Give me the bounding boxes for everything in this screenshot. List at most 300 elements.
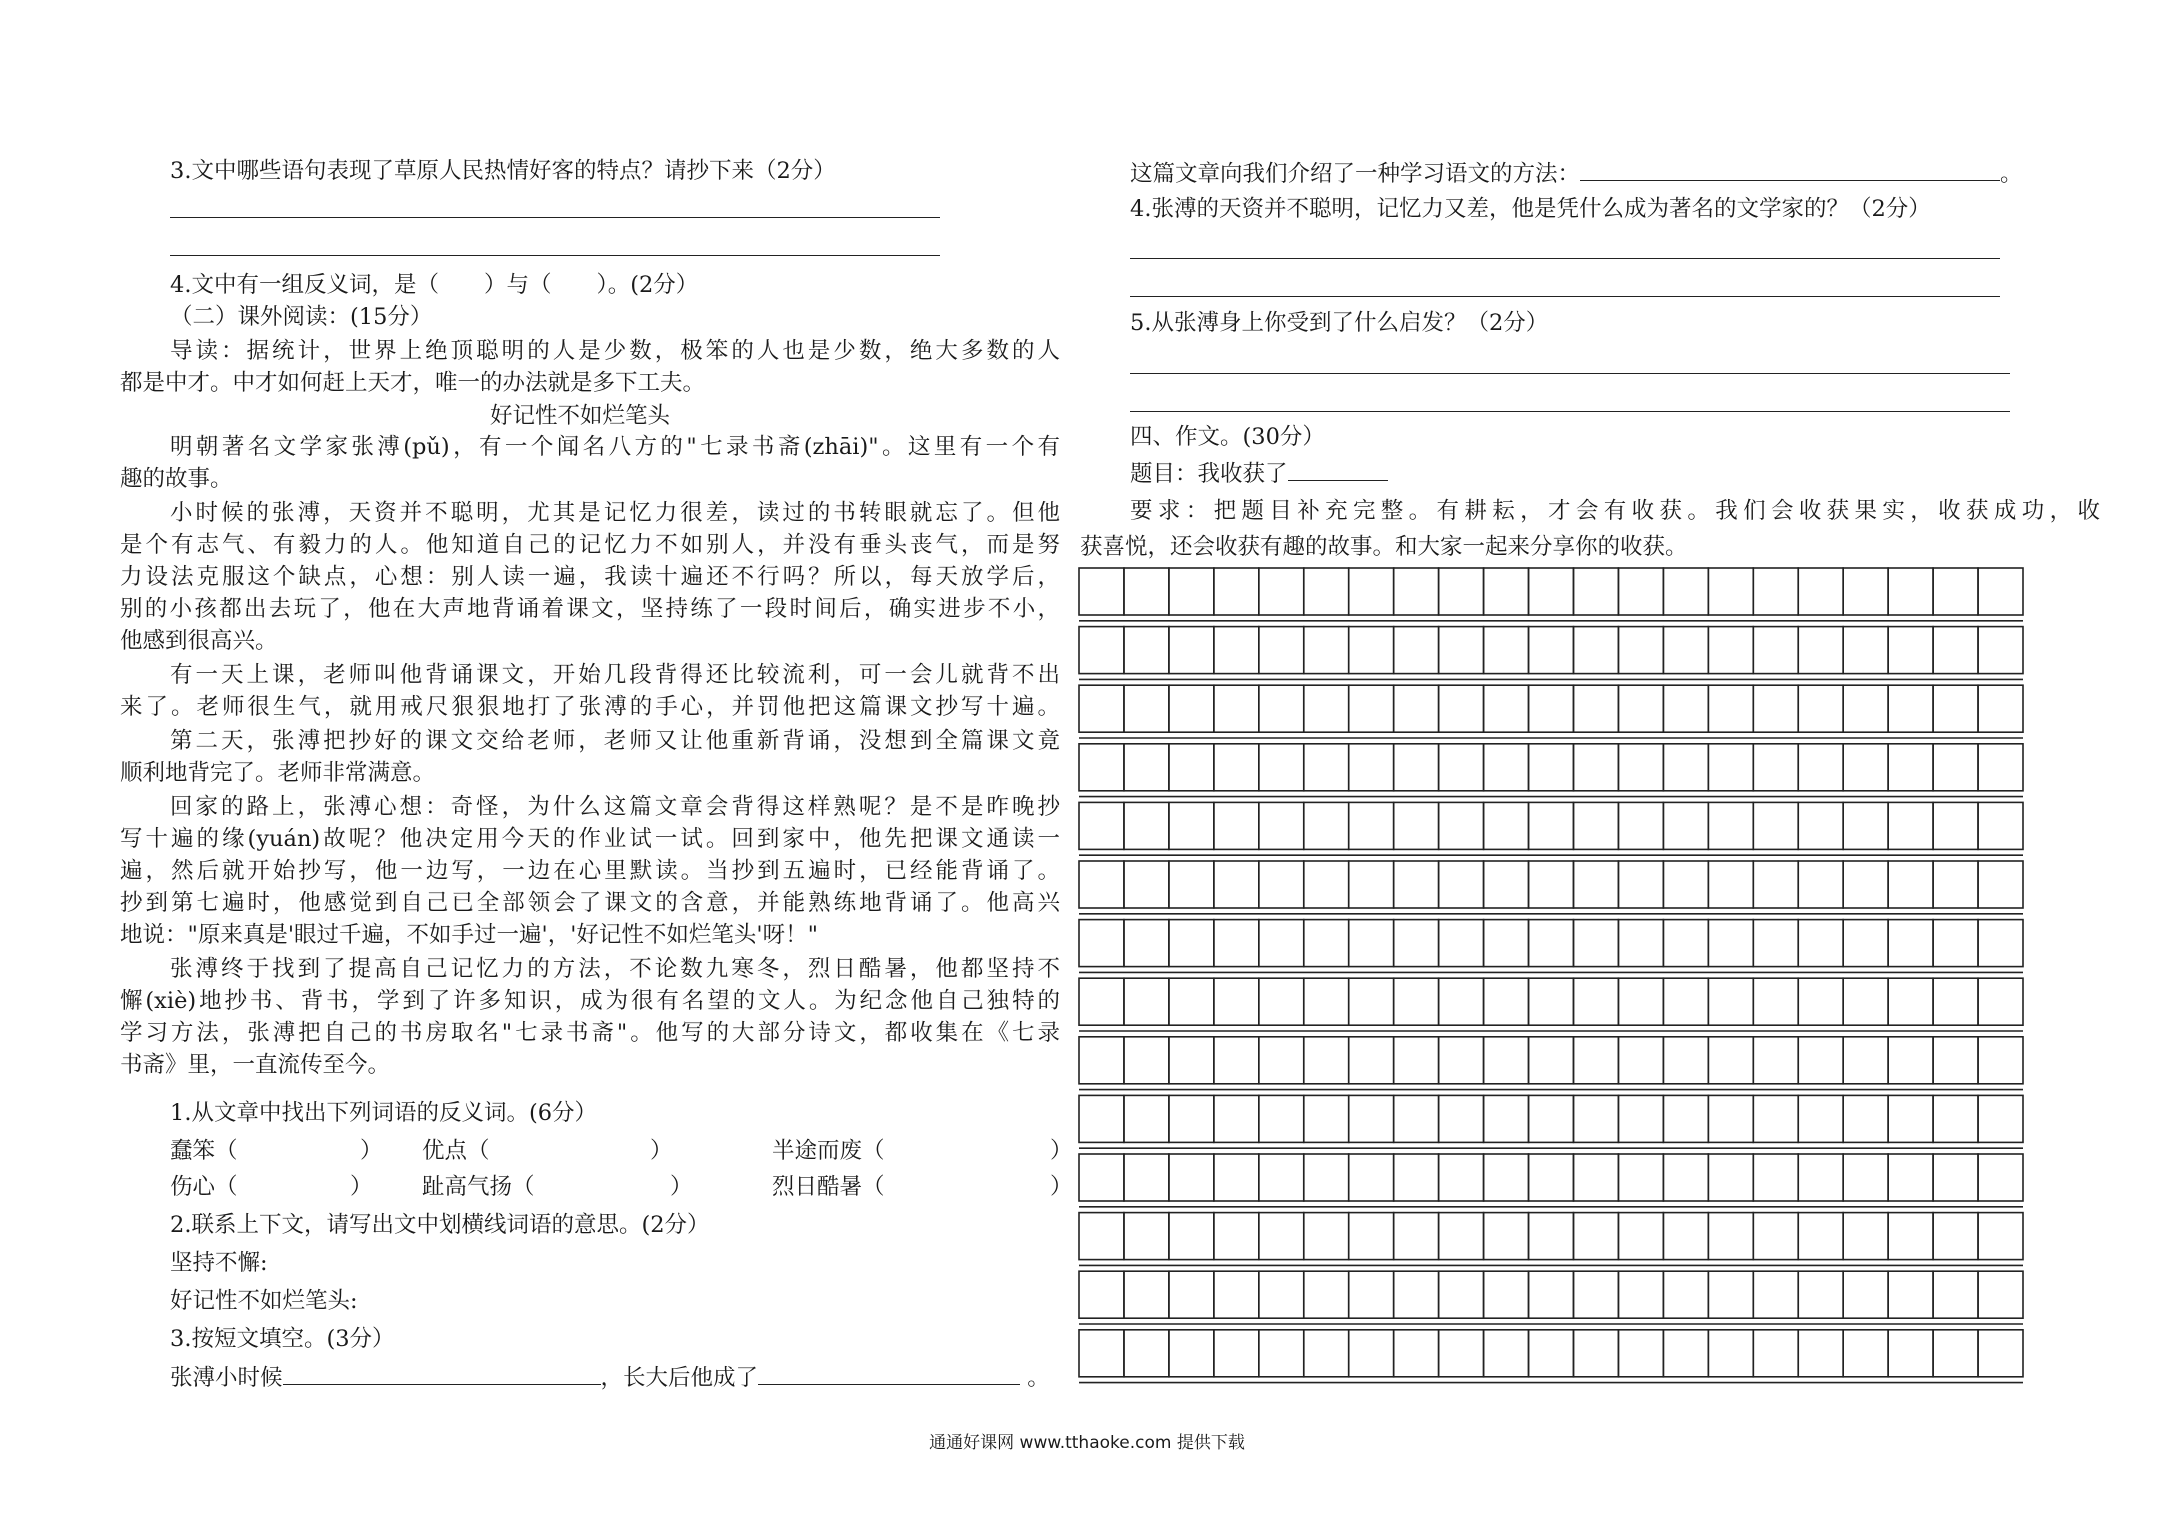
grid-cell[interactable]: [1933, 1330, 1978, 1377]
grid-cell[interactable]: [1169, 861, 1214, 908]
grid-cell[interactable]: [1888, 1095, 1933, 1142]
grid-cell[interactable]: [1753, 802, 1798, 849]
grid-cell[interactable]: [1663, 1095, 1708, 1142]
grid-cell[interactable]: [1214, 978, 1259, 1025]
grid-cell[interactable]: [1484, 1154, 1529, 1201]
grid-cell[interactable]: [1484, 1095, 1529, 1142]
grid-cell[interactable]: [1573, 1095, 1618, 1142]
grid-cell[interactable]: [1124, 1330, 1169, 1377]
q1-blank-close[interactable]: ）: [360, 1138, 383, 1164]
grid-cell[interactable]: [1888, 1271, 1933, 1318]
grid-cell[interactable]: [1933, 861, 1978, 908]
grid-cell[interactable]: [1214, 568, 1259, 615]
grid-cell[interactable]: [1529, 685, 1574, 732]
grid-cell[interactable]: [1888, 802, 1933, 849]
grid-cell[interactable]: [1214, 1213, 1259, 1260]
fill-blank[interactable]: [758, 1366, 1020, 1385]
grid-cell[interactable]: [1708, 685, 1753, 732]
grid-cell[interactable]: [1304, 861, 1349, 908]
grid-cell[interactable]: [1888, 627, 1933, 674]
grid-cell[interactable]: [1304, 1213, 1349, 1260]
grid-cell[interactable]: [1843, 1154, 1888, 1201]
grid-cell[interactable]: [1663, 978, 1708, 1025]
grid-cell[interactable]: [1349, 1330, 1394, 1377]
grid-cell[interactable]: [1439, 920, 1484, 967]
grid-cell[interactable]: [1843, 568, 1888, 615]
grid-cell[interactable]: [1529, 627, 1574, 674]
grid-cell[interactable]: [1214, 1271, 1259, 1318]
grid-cell[interactable]: [1753, 685, 1798, 732]
grid-cell[interactable]: [1798, 861, 1843, 908]
grid-cell[interactable]: [1573, 978, 1618, 1025]
grid-cell[interactable]: [1214, 1095, 1259, 1142]
grid-cell[interactable]: [1439, 861, 1484, 908]
grid-cell[interactable]: [1618, 1037, 1663, 1084]
grid-cell[interactable]: [1079, 1271, 1124, 1318]
grid-cell[interactable]: [1304, 685, 1349, 732]
grid-cell[interactable]: [1349, 1037, 1394, 1084]
grid-cell[interactable]: [1843, 978, 1888, 1025]
grid-cell[interactable]: [1573, 627, 1618, 674]
grid-cell[interactable]: [1843, 802, 1888, 849]
grid-cell[interactable]: [1888, 685, 1933, 732]
grid-cell[interactable]: [1663, 1154, 1708, 1201]
grid-cell[interactable]: [1618, 861, 1663, 908]
grid-cell[interactable]: [1439, 978, 1484, 1025]
grid-cell[interactable]: [1394, 744, 1439, 791]
grid-cell[interactable]: [1484, 744, 1529, 791]
grid-cell[interactable]: [1124, 1213, 1169, 1260]
grid-cell[interactable]: [1124, 568, 1169, 615]
grid-cell[interactable]: [1169, 1037, 1214, 1084]
grid-cell[interactable]: [1349, 1154, 1394, 1201]
grid-cell[interactable]: [1214, 627, 1259, 674]
grid-cell[interactable]: [1439, 802, 1484, 849]
grid-cell[interactable]: [1394, 861, 1439, 908]
grid-cell[interactable]: [1708, 978, 1753, 1025]
answer-line[interactable]: [170, 217, 940, 218]
grid-cell[interactable]: [1573, 802, 1618, 849]
grid-cell[interactable]: [1169, 802, 1214, 849]
grid-cell[interactable]: [1079, 1213, 1124, 1260]
grid-cell[interactable]: [1394, 1037, 1439, 1084]
grid-cell[interactable]: [1304, 1154, 1349, 1201]
grid-cell[interactable]: [1484, 920, 1529, 967]
grid-cell[interactable]: [1933, 1095, 1978, 1142]
grid-cell[interactable]: [1618, 920, 1663, 967]
grid-cell[interactable]: [1933, 568, 1978, 615]
grid-cell[interactable]: [1663, 568, 1708, 615]
grid-cell[interactable]: [1214, 1330, 1259, 1377]
grid-cell[interactable]: [1529, 1154, 1574, 1201]
grid-cell[interactable]: [1798, 978, 1843, 1025]
grid-cell[interactable]: [1259, 744, 1304, 791]
grid-cell[interactable]: [1439, 1037, 1484, 1084]
grid-cell[interactable]: [1529, 1271, 1574, 1318]
grid-cell[interactable]: [1978, 1154, 2023, 1201]
grid-cell[interactable]: [1978, 744, 2023, 791]
grid-cell[interactable]: [1529, 978, 1574, 1025]
grid-cell[interactable]: [1484, 627, 1529, 674]
grid-cell[interactable]: [1259, 861, 1304, 908]
grid-cell[interactable]: [1304, 568, 1349, 615]
grid-cell[interactable]: [1708, 1154, 1753, 1201]
grid-cell[interactable]: [1079, 1037, 1124, 1084]
grid-cell[interactable]: [1843, 1330, 1888, 1377]
grid-cell[interactable]: [1394, 978, 1439, 1025]
grid-cell[interactable]: [1259, 1037, 1304, 1084]
grid-cell[interactable]: [1753, 1154, 1798, 1201]
answer-line[interactable]: [1130, 296, 2000, 297]
grid-cell[interactable]: [1214, 920, 1259, 967]
grid-cell[interactable]: [1529, 1095, 1574, 1142]
grid-cell[interactable]: [1843, 1271, 1888, 1318]
grid-cell[interactable]: [1259, 627, 1304, 674]
grid-cell[interactable]: [1169, 744, 1214, 791]
grid-cell[interactable]: [1169, 1095, 1214, 1142]
grid-cell[interactable]: [1169, 1330, 1214, 1377]
grid-cell[interactable]: [1439, 1330, 1484, 1377]
grid-cell[interactable]: [1259, 802, 1304, 849]
grid-cell[interactable]: [1529, 1213, 1574, 1260]
grid-cell[interactable]: [1843, 861, 1888, 908]
grid-cell[interactable]: [1349, 920, 1394, 967]
grid-cell[interactable]: [1618, 1213, 1663, 1260]
grid-cell[interactable]: [1484, 1330, 1529, 1377]
grid-cell[interactable]: [1708, 1037, 1753, 1084]
grid-cell[interactable]: [1259, 920, 1304, 967]
grid-cell[interactable]: [1663, 1271, 1708, 1318]
grid-cell[interactable]: [1439, 1095, 1484, 1142]
grid-cell[interactable]: [1978, 978, 2023, 1025]
grid-cell[interactable]: [1304, 802, 1349, 849]
grid-cell[interactable]: [1843, 744, 1888, 791]
fill-blank[interactable]: [1580, 162, 2000, 181]
grid-cell[interactable]: [1439, 744, 1484, 791]
grid-cell[interactable]: [1978, 861, 2023, 908]
grid-cell[interactable]: [1349, 1213, 1394, 1260]
grid-cell[interactable]: [1124, 802, 1169, 849]
grid-cell[interactable]: [1798, 920, 1843, 967]
grid-cell[interactable]: [1394, 920, 1439, 967]
grid-cell[interactable]: [1798, 1154, 1843, 1201]
grid-cell[interactable]: [1349, 1271, 1394, 1318]
grid-cell[interactable]: [1214, 802, 1259, 849]
grid-cell[interactable]: [1753, 978, 1798, 1025]
grid-cell[interactable]: [1708, 920, 1753, 967]
grid-cell[interactable]: [1124, 685, 1169, 732]
grid-cell[interactable]: [1439, 1213, 1484, 1260]
answer-line[interactable]: [170, 255, 940, 256]
grid-cell[interactable]: [1439, 685, 1484, 732]
grid-cell[interactable]: [1573, 920, 1618, 967]
grid-cell[interactable]: [1663, 627, 1708, 674]
grid-cell[interactable]: [1439, 568, 1484, 615]
grid-cell[interactable]: [1259, 978, 1304, 1025]
grid-cell[interactable]: [1573, 1154, 1618, 1201]
grid-cell[interactable]: [1978, 1095, 2023, 1142]
grid-cell[interactable]: [1663, 1213, 1708, 1260]
grid-cell[interactable]: [1169, 978, 1214, 1025]
grid-cell[interactable]: [1484, 802, 1529, 849]
grid-cell[interactable]: [1978, 685, 2023, 732]
grid-cell[interactable]: [1529, 1330, 1574, 1377]
grid-cell[interactable]: [1888, 1213, 1933, 1260]
grid-cell[interactable]: [1708, 1330, 1753, 1377]
grid-cell[interactable]: [1169, 627, 1214, 674]
q1-blank-close[interactable]: ）: [1050, 1138, 1073, 1164]
grid-cell[interactable]: [1618, 978, 1663, 1025]
grid-cell[interactable]: [1573, 1271, 1618, 1318]
grid-cell[interactable]: [1978, 802, 2023, 849]
grid-cell[interactable]: [1349, 568, 1394, 615]
grid-cell[interactable]: [1708, 1213, 1753, 1260]
grid-cell[interactable]: [1933, 978, 1978, 1025]
grid-cell[interactable]: [1259, 1213, 1304, 1260]
grid-cell[interactable]: [1663, 1037, 1708, 1084]
grid-cell[interactable]: [1753, 1330, 1798, 1377]
grid-cell[interactable]: [1978, 1037, 2023, 1084]
grid-cell[interactable]: [1798, 1271, 1843, 1318]
grid-cell[interactable]: [1573, 861, 1618, 908]
grid-cell[interactable]: [1573, 1037, 1618, 1084]
grid-cell[interactable]: [1888, 920, 1933, 967]
grid-cell[interactable]: [1124, 861, 1169, 908]
grid-cell[interactable]: [1169, 568, 1214, 615]
grid-cell[interactable]: [1529, 920, 1574, 967]
grid-cell[interactable]: [1798, 627, 1843, 674]
grid-cell[interactable]: [1798, 1213, 1843, 1260]
grid-cell[interactable]: [1304, 1330, 1349, 1377]
grid-cell[interactable]: [1888, 1037, 1933, 1084]
grid-cell[interactable]: [1618, 802, 1663, 849]
grid-cell[interactable]: [1798, 744, 1843, 791]
grid-cell[interactable]: [1394, 1095, 1439, 1142]
grid-cell[interactable]: [1214, 744, 1259, 791]
grid-cell[interactable]: [1753, 920, 1798, 967]
grid-cell[interactable]: [1708, 568, 1753, 615]
answer-line[interactable]: [1130, 411, 2010, 412]
grid-cell[interactable]: [1484, 568, 1529, 615]
grid-cell[interactable]: [1843, 627, 1888, 674]
grid-cell[interactable]: [1259, 1271, 1304, 1318]
grid-cell[interactable]: [1439, 627, 1484, 674]
grid-cell[interactable]: [1304, 1095, 1349, 1142]
grid-cell[interactable]: [1259, 568, 1304, 615]
grid-cell[interactable]: [1933, 744, 1978, 791]
grid-cell[interactable]: [1439, 1154, 1484, 1201]
grid-cell[interactable]: [1214, 1154, 1259, 1201]
grid-cell[interactable]: [1349, 1095, 1394, 1142]
grid-cell[interactable]: [1663, 861, 1708, 908]
grid-cell[interactable]: [1529, 861, 1574, 908]
grid-cell[interactable]: [1124, 744, 1169, 791]
grid-cell[interactable]: [1169, 1271, 1214, 1318]
grid-cell[interactable]: [1079, 568, 1124, 615]
grid-cell[interactable]: [1304, 920, 1349, 967]
grid-cell[interactable]: [1124, 1154, 1169, 1201]
grid-cell[interactable]: [1124, 627, 1169, 674]
grid-cell[interactable]: [1843, 1095, 1888, 1142]
grid-cell[interactable]: [1079, 744, 1124, 791]
grid-cell[interactable]: [1169, 1154, 1214, 1201]
grid-cell[interactable]: [1663, 1330, 1708, 1377]
grid-cell[interactable]: [1978, 568, 2023, 615]
grid-cell[interactable]: [1259, 1330, 1304, 1377]
grid-cell[interactable]: [1214, 1037, 1259, 1084]
grid-cell[interactable]: [1618, 1095, 1663, 1142]
grid-cell[interactable]: [1663, 802, 1708, 849]
grid-cell[interactable]: [1708, 802, 1753, 849]
grid-cell[interactable]: [1798, 802, 1843, 849]
grid-cell[interactable]: [1079, 978, 1124, 1025]
q1-blank-close[interactable]: ）: [650, 1138, 673, 1164]
grid-cell[interactable]: [1529, 744, 1574, 791]
grid-cell[interactable]: [1753, 1037, 1798, 1084]
grid-cell[interactable]: [1978, 1213, 2023, 1260]
grid-cell[interactable]: [1933, 802, 1978, 849]
grid-cell[interactable]: [1798, 568, 1843, 615]
grid-cell[interactable]: [1933, 685, 1978, 732]
grid-cell[interactable]: [1753, 568, 1798, 615]
essay-grid[interactable]: [1077, 566, 2027, 1402]
grid-cell[interactable]: [1124, 1095, 1169, 1142]
grid-cell[interactable]: [1394, 1213, 1439, 1260]
grid-cell[interactable]: [1124, 978, 1169, 1025]
grid-cell[interactable]: [1708, 861, 1753, 908]
grid-cell[interactable]: [1079, 1154, 1124, 1201]
grid-cell[interactable]: [1978, 920, 2023, 967]
grid-cell[interactable]: [1394, 1330, 1439, 1377]
grid-cell[interactable]: [1618, 627, 1663, 674]
grid-cell[interactable]: [1978, 1271, 2023, 1318]
grid-cell[interactable]: [1618, 568, 1663, 615]
grid-cell[interactable]: [1079, 685, 1124, 732]
grid-cell[interactable]: [1259, 685, 1304, 732]
grid-cell[interactable]: [1573, 1213, 1618, 1260]
grid-cell[interactable]: [1933, 1271, 1978, 1318]
grid-cell[interactable]: [1573, 568, 1618, 615]
grid-cell[interactable]: [1484, 685, 1529, 732]
grid-cell[interactable]: [1663, 920, 1708, 967]
grid-cell[interactable]: [1349, 627, 1394, 674]
grid-cell[interactable]: [1349, 861, 1394, 908]
grid-cell[interactable]: [1708, 627, 1753, 674]
grid-cell[interactable]: [1933, 627, 1978, 674]
grid-cell[interactable]: [1484, 1271, 1529, 1318]
grid-cell[interactable]: [1394, 568, 1439, 615]
grid-cell[interactable]: [1169, 920, 1214, 967]
grid-cell[interactable]: [1618, 1154, 1663, 1201]
grid-cell[interactable]: [1304, 1271, 1349, 1318]
grid-cell[interactable]: [1169, 685, 1214, 732]
grid-cell[interactable]: [1304, 978, 1349, 1025]
grid-cell[interactable]: [1394, 627, 1439, 674]
grid-cell[interactable]: [1888, 1154, 1933, 1201]
grid-cell[interactable]: [1079, 1330, 1124, 1377]
grid-cell[interactable]: [1259, 1095, 1304, 1142]
grid-cell[interactable]: [1124, 1037, 1169, 1084]
grid-cell[interactable]: [1349, 744, 1394, 791]
grid-cell[interactable]: [1618, 744, 1663, 791]
grid-cell[interactable]: [1484, 1213, 1529, 1260]
grid-cell[interactable]: [1573, 685, 1618, 732]
grid-cell[interactable]: [1214, 861, 1259, 908]
grid-cell[interactable]: [1484, 1037, 1529, 1084]
grid-cell[interactable]: [1618, 1271, 1663, 1318]
grid-cell[interactable]: [1933, 1213, 1978, 1260]
grid-cell[interactable]: [1888, 978, 1933, 1025]
grid-cell[interactable]: [1529, 1037, 1574, 1084]
q1-blank-close[interactable]: ）: [670, 1174, 693, 1200]
grid-cell[interactable]: [1394, 1154, 1439, 1201]
grid-cell[interactable]: [1888, 744, 1933, 791]
grid-cell[interactable]: [1708, 744, 1753, 791]
grid-cell[interactable]: [1843, 1037, 1888, 1084]
grid-cell[interactable]: [1394, 1271, 1439, 1318]
grid-cell[interactable]: [1349, 978, 1394, 1025]
topic-blank[interactable]: [1288, 462, 1388, 481]
grid-cell[interactable]: [1484, 861, 1529, 908]
q1-blank-close[interactable]: ）: [350, 1174, 373, 1200]
grid-cell[interactable]: [1933, 920, 1978, 967]
grid-cell[interactable]: [1079, 920, 1124, 967]
grid-cell[interactable]: [1978, 627, 2023, 674]
grid-cell[interactable]: [1798, 1330, 1843, 1377]
grid-cell[interactable]: [1618, 1330, 1663, 1377]
grid-cell[interactable]: [1573, 1330, 1618, 1377]
grid-cell[interactable]: [1843, 1213, 1888, 1260]
grid-cell[interactable]: [1304, 1037, 1349, 1084]
grid-cell[interactable]: [1843, 920, 1888, 967]
grid-cell[interactable]: [1798, 1037, 1843, 1084]
grid-cell[interactable]: [1079, 802, 1124, 849]
grid-cell[interactable]: [1888, 1330, 1933, 1377]
grid-cell[interactable]: [1394, 802, 1439, 849]
grid-cell[interactable]: [1124, 1271, 1169, 1318]
fill-blank[interactable]: [283, 1366, 601, 1385]
grid-cell[interactable]: [1753, 744, 1798, 791]
grid-cell[interactable]: [1753, 1271, 1798, 1318]
grid-cell[interactable]: [1079, 1095, 1124, 1142]
grid-cell[interactable]: [1663, 744, 1708, 791]
grid-cell[interactable]: [1933, 1037, 1978, 1084]
grid-cell[interactable]: [1618, 685, 1663, 732]
grid-cell[interactable]: [1888, 861, 1933, 908]
grid-cell[interactable]: [1079, 861, 1124, 908]
grid-cell[interactable]: [1978, 1330, 2023, 1377]
grid-cell[interactable]: [1169, 1213, 1214, 1260]
grid-cell[interactable]: [1304, 744, 1349, 791]
grid-cell[interactable]: [1529, 802, 1574, 849]
grid-cell[interactable]: [1124, 920, 1169, 967]
grid-cell[interactable]: [1214, 685, 1259, 732]
grid-cell[interactable]: [1798, 685, 1843, 732]
grid-cell[interactable]: [1079, 627, 1124, 674]
grid-cell[interactable]: [1304, 627, 1349, 674]
grid-cell[interactable]: [1484, 978, 1529, 1025]
grid-cell[interactable]: [1843, 685, 1888, 732]
grid-cell[interactable]: [1529, 568, 1574, 615]
grid-cell[interactable]: [1439, 1271, 1484, 1318]
grid-cell[interactable]: [1663, 685, 1708, 732]
grid-cell[interactable]: [1349, 685, 1394, 732]
answer-line[interactable]: [1130, 258, 2000, 259]
grid-cell[interactable]: [1708, 1095, 1753, 1142]
q1-blank-close[interactable]: ）: [1050, 1174, 1073, 1200]
grid-cell[interactable]: [1753, 1095, 1798, 1142]
grid-cell[interactable]: [1259, 1154, 1304, 1201]
